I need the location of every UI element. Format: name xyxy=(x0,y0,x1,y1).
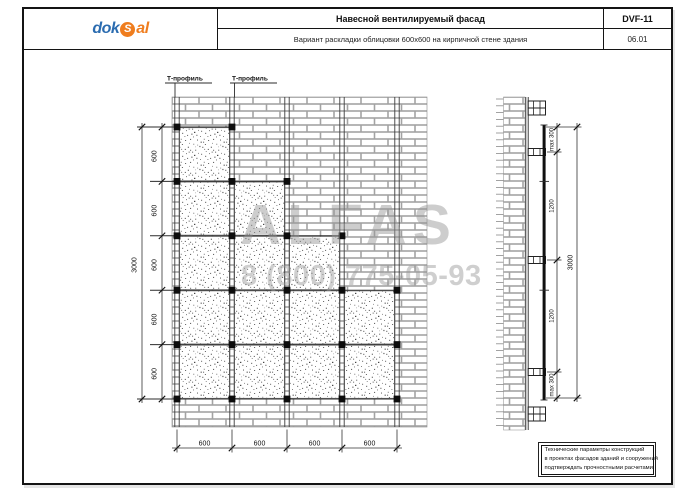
sheet-number: 06.01 xyxy=(603,29,671,50)
cladding-tile xyxy=(180,291,230,344)
dim-row-5: 600 xyxy=(151,367,159,380)
section-dimensions xyxy=(546,123,582,402)
cladding-tile xyxy=(290,237,340,290)
sec-dim-4: max 300 xyxy=(549,373,556,397)
cladding-tile xyxy=(235,291,285,344)
cladding-tile xyxy=(235,182,285,235)
sec-dim-1: max 300 xyxy=(549,127,556,152)
watermark-phone: 8 (800) 775-05-93 xyxy=(241,260,482,292)
cladding-tile xyxy=(180,182,230,235)
t-profile-label-2: Т-профиль xyxy=(232,75,268,83)
cladding-tile xyxy=(235,345,285,398)
dim-col-1: 600 xyxy=(198,440,211,448)
logo xyxy=(24,9,218,50)
wall-break-lines xyxy=(496,99,504,425)
cladding-tile xyxy=(180,345,230,398)
logo-s-badge xyxy=(120,22,135,37)
cladding-tile xyxy=(290,345,340,398)
bracket xyxy=(528,108,545,115)
dim-row-3: 600 xyxy=(151,259,159,271)
logo-text-s: S xyxy=(124,22,132,35)
dim-col-3: 600 xyxy=(308,440,321,448)
cladding-tile xyxy=(290,291,340,344)
t-profile-label-1: Т-профиль xyxy=(167,75,203,83)
cladding-tile xyxy=(180,237,230,290)
section-view xyxy=(496,97,582,430)
sec-dim-3: 1200 xyxy=(549,309,556,323)
cladding-tile xyxy=(345,345,395,398)
note-box xyxy=(538,442,656,477)
sheet-subtitle: Вариант раскладки облицовки 600х600 на кирпичной стене здания xyxy=(218,29,603,50)
bracket xyxy=(528,101,545,108)
wall-section-bricks xyxy=(504,97,526,430)
dim-total-vertical: 3000 xyxy=(131,257,139,273)
plan-view xyxy=(132,76,428,453)
dim-row-1: 600 xyxy=(151,150,159,163)
dim-row-4: 600 xyxy=(151,313,159,326)
note-line-3: подтверждать прочностными расчетами. xyxy=(544,464,655,471)
sec-dim-total: 3000 xyxy=(567,254,575,271)
cladding-tile xyxy=(345,291,395,344)
dim-col-2: 600 xyxy=(253,440,266,448)
watermark-brand: ALFAS xyxy=(240,193,457,257)
sec-dim-2: 1200 xyxy=(549,199,556,213)
note-line-2: в проектах фасадов зданий и сооружений xyxy=(544,456,658,463)
sheet-title: Навесной вентилируемый фасад xyxy=(218,9,603,29)
t-profile-section xyxy=(543,125,546,400)
t-profile-callouts xyxy=(165,76,277,98)
bracket xyxy=(528,407,545,414)
note-inner-border xyxy=(541,445,658,475)
doc-code: DVF-11 xyxy=(603,9,671,29)
cladding-tile xyxy=(235,237,285,290)
facade-drawing xyxy=(22,50,673,484)
dim-col-4: 600 xyxy=(363,440,376,448)
bracket xyxy=(528,414,545,421)
logo-text-dok: dok xyxy=(92,20,120,37)
title-block xyxy=(24,9,671,50)
dim-row-2: 600 xyxy=(151,204,159,217)
logo-text-al: al xyxy=(136,20,149,37)
cladding-tile xyxy=(180,128,230,181)
note-line-1: Технические параметры конструкций xyxy=(544,447,645,454)
